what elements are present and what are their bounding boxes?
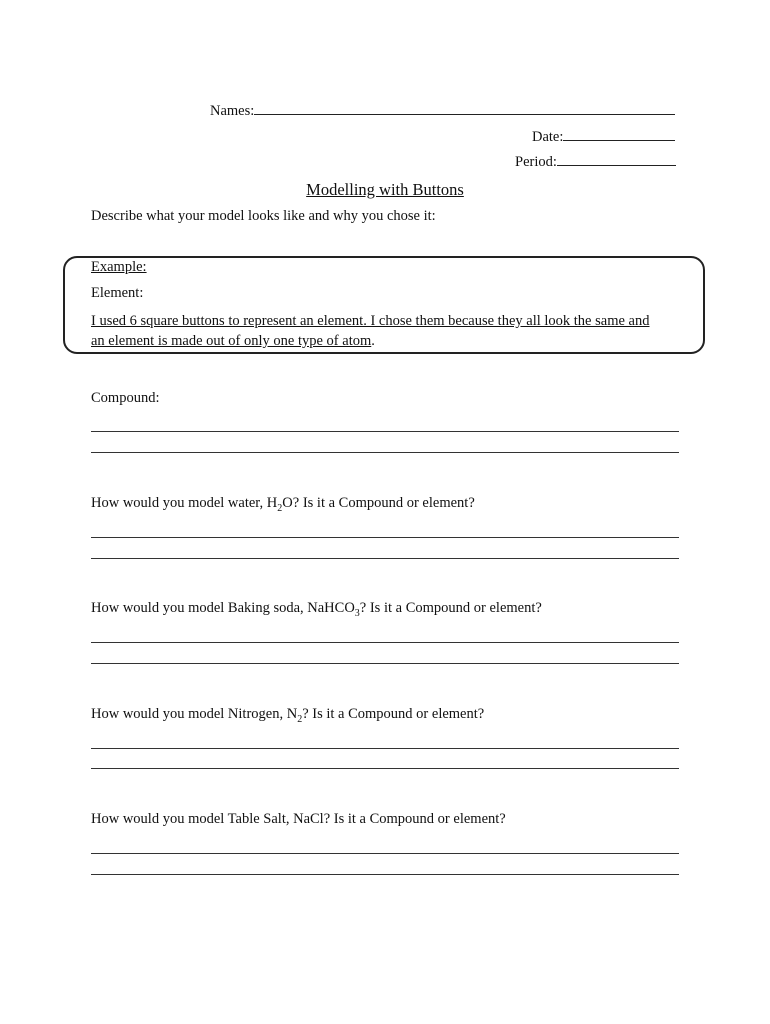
question-nitrogen-pre: How would you model Nitrogen, N [91,706,298,722]
baking-soda-answer-line-2[interactable] [91,663,679,664]
compound-label: Compound: [91,390,160,406]
names-label: Names: [210,103,255,119]
compound-answer-line-2[interactable] [91,452,679,453]
question-water-pre: How would you model water, H [91,495,278,511]
nitrogen-answer-line-2[interactable] [91,768,679,769]
question-nitrogen-sub: 2 [297,713,303,725]
question-water-post: O? Is it a Compound or element? [282,495,475,511]
question-water [91,496,475,514]
question-nitrogen [91,707,484,725]
page-title: Modelling with Buttons [306,180,464,199]
example-element-label: Element: [91,285,144,301]
example-answer-line2-text: an element is made out of only one type of atom [91,333,372,349]
baking-soda-answer-line-1[interactable] [91,642,679,643]
salt-answer-line-1[interactable] [91,853,679,854]
question-salt: How would you model Table Salt, NaCl? Is it a Compound or element? [91,811,506,827]
question-water-sub: 2 [277,502,283,514]
question-baking-soda-sub: 3 [354,607,360,619]
period-field [515,153,676,170]
water-answer-line-1[interactable] [91,537,679,538]
example-heading: Example: [91,259,147,275]
example-answer-line2 [91,334,375,349]
question-baking-soda [91,601,542,619]
question-baking-soda-post: ? Is it a Compound or element? [359,600,542,616]
salt-answer-line-2[interactable] [91,874,679,875]
question-baking-soda-pre: How would you model Baking soda, NaHCO [91,600,355,616]
names-blank[interactable] [254,102,675,115]
nitrogen-answer-line-1[interactable] [91,748,679,749]
date-label: Date: [532,129,564,145]
date-blank[interactable] [563,128,675,141]
period-blank[interactable] [557,153,676,166]
period-label: Period: [515,154,557,170]
names-field [210,102,675,119]
water-answer-line-2[interactable] [91,558,679,559]
instructions-text: Describe what your model looks like and why you chose it: [91,208,436,224]
question-nitrogen-post: ? Is it a Compound or element? [302,706,485,722]
compound-answer-line-1[interactable] [91,431,679,432]
date-field [532,128,675,145]
example-answer-end: . [371,333,375,349]
example-answer-line1: I used 6 square buttons to represent an element. I chose them because they all look the same and [91,313,650,329]
